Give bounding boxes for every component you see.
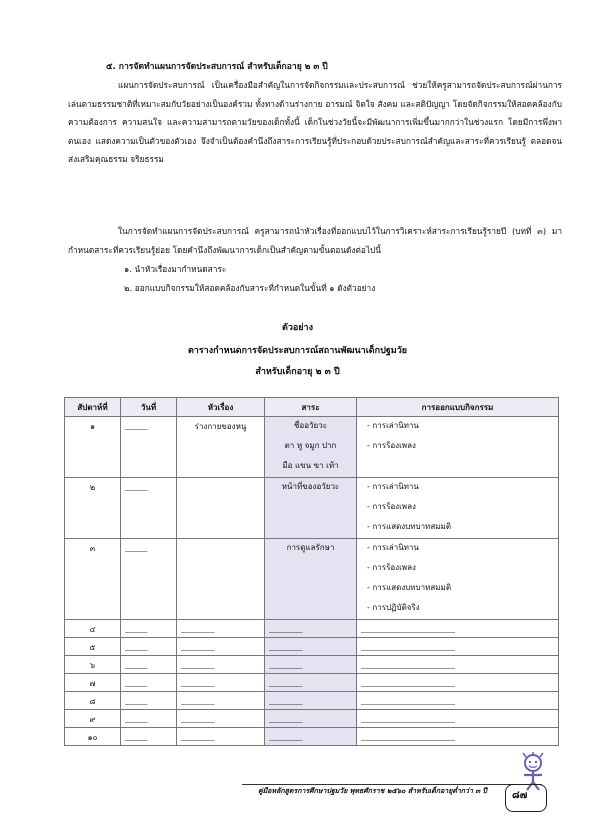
topic-cell: ร่างกายของหนู	[194, 422, 247, 431]
date-blank: ________	[125, 625, 147, 633]
subject-blank: ____________	[269, 697, 302, 705]
step-2: ๒. ออกแบบกิจกรรมให้สอดคล้องกับสาระที่กำหนดในขั้นที่ ๑ ดังตัวอย่าง	[124, 283, 376, 293]
topic-blank: ____________	[181, 733, 214, 741]
header-date: วันที่	[121, 398, 177, 417]
example-subtitle: สำหรับเด็กอายุ ๒ ๓ ปี	[255, 367, 340, 377]
topic-blank: ____________	[181, 625, 214, 633]
page-number: ๘๗	[512, 790, 528, 801]
table-row	[65, 728, 559, 746]
week-number: ๒	[89, 483, 96, 492]
activity-blank: __________________________________	[361, 661, 455, 669]
date-blank: ________	[125, 715, 147, 723]
paragraph-2-text: ในการจัดทำแผนการจัดประสบการณ์ ครูสามารถนำหัวเรื่องที่ออกแบบไว้ในการวิเคราะห์สาระการเรียนรู้รายปี (บทที่ ๓) มากำหนดสาระที่ควรเรียนรู้ย่อย โดยคำนึงถึงพัฒนาการเด็กเป็นสำคัญตามขั้นตอนดังต่อไปนี้	[68, 226, 562, 255]
date-blank: ________	[125, 422, 147, 430]
activity-blank: __________________________________	[361, 733, 455, 741]
week-number: ๘	[89, 697, 96, 706]
table-row	[65, 638, 559, 656]
table-row	[65, 710, 559, 728]
week-number: ๑	[89, 422, 96, 431]
activity-item: - การร้องเพลง	[367, 502, 416, 511]
header-activity: การออกแบบกิจกรรม	[357, 398, 559, 417]
activity-blank: __________________________________	[361, 679, 455, 687]
topic-blank: ____________	[181, 679, 214, 687]
subject-blank: ____________	[269, 625, 302, 633]
table-body	[65, 417, 559, 746]
date-blank: ________	[125, 661, 147, 669]
subject-blank: ____________	[269, 643, 302, 651]
activity-item: - การร้องเพลง	[367, 563, 416, 572]
paragraph-2	[68, 222, 562, 259]
subject-blank: ____________	[269, 679, 302, 687]
activity-item: - การปฏิบัติจริง	[367, 603, 420, 612]
subject-line: ตา หู จมูก ปาก	[284, 441, 337, 450]
subject-line: การดูแลรักษา	[286, 543, 335, 552]
table-header-row	[65, 398, 559, 417]
activity-blank: __________________________________	[361, 697, 455, 705]
table-row	[65, 692, 559, 710]
date-blank: ________	[125, 733, 147, 741]
activity-item: - การแสดงบทบาทสมมติ	[367, 522, 452, 531]
schedule-table	[64, 397, 559, 746]
activity-blank: __________________________________	[361, 715, 455, 723]
topic-cell	[177, 478, 264, 481]
week-number: ๖	[89, 661, 96, 670]
table-row	[65, 620, 559, 638]
activity-item: - การเล่านิทาน	[367, 482, 419, 491]
topic-blank: ____________	[181, 643, 214, 651]
topic-cell	[177, 539, 264, 542]
date-blank: ________	[125, 544, 147, 552]
week-number: ๓	[89, 544, 96, 553]
header-subject: สาระ	[265, 398, 357, 417]
subject-blank: ____________	[269, 661, 302, 669]
week-number: ๔	[89, 625, 96, 634]
table-row	[65, 674, 559, 692]
table-row	[65, 478, 559, 539]
week-number: ๙	[89, 715, 96, 724]
date-blank: ________	[125, 697, 147, 705]
activity-item: - การเล่านิทาน	[367, 421, 419, 430]
activity-item: - การร้องเพลง	[367, 441, 416, 450]
table-row	[65, 417, 559, 478]
table-row	[65, 656, 559, 674]
table-row	[65, 539, 559, 620]
subject-line: หน้าที่ของอวัยวะ	[281, 482, 340, 491]
activity-blank: __________________________________	[361, 625, 455, 633]
section-heading: ๕. การจัดทำแผนการจัดประสบการณ์ สำหรับเด็กอายุ ๒ ๓ ปี	[106, 62, 328, 72]
example-label: ตัวอย่าง	[281, 323, 314, 333]
example-title: ตารางกำหนดการจัดประสบการณ์สถานพัฒนาเด็กปฐมวัย	[187, 346, 408, 356]
activity-item: - การแสดงบทบาทสมมติ	[367, 583, 452, 592]
topic-blank: ____________	[181, 715, 214, 723]
subject-line: ชื่ออวัยวะ	[293, 421, 327, 430]
paragraph-1-text: แผนการจัดประสบการณ์ เป็นเครื่องมือสำคัญในการจัดกิจกรรมและประสบการณ์ ช่วยให้ครูสามารถจัดประสบการณ์ผ่านการเล่นตามธรรมชาติที่เหมาะสมกับวัยอย่างเป็นองค์รวม ทั้งทางด้านร่างกาย อารมณ์ จิตใจ สังคม และสติปัญญา โดยจัดกิจกรรมให้สอดคล้องกับความต้องการ ความสนใจ และความสามารถตามวัยของเด็กทั้งนี้ เด็กในช่วงวัยนี้จะมีพัฒนาการเพิ่มขึ้นมากกว่าในช่วงแรก โดยมีการพึ่งพาตนเอง แสดงความเป็นตัวของตัวเอง จึงจำเป็นต้องคำนึงถึงสาระการเรียนรู้ที่ประกอบด้วยประสบการณ์สำคัญและสาระที่ควรเรียนรู้ ตลอดจนส่งเสริมคุณธรรม จริยธรรม	[68, 80, 562, 165]
paragraph-1	[68, 76, 562, 169]
footer-divider	[242, 784, 542, 785]
header-week: สัปดาห์ที่	[65, 398, 121, 417]
footer-text: คู่มือหลักสูตรการศึกษาปฐมวัย พุทธศักราช ๒๕๖๐ สำหรับเด็กอายุต่ำกว่า ๓ ปี	[258, 787, 488, 795]
date-blank: ________	[125, 483, 147, 491]
date-blank: ________	[125, 679, 147, 687]
topic-blank: ____________	[181, 697, 214, 705]
subject-line: มือ แขน ขา เท้า	[282, 461, 339, 470]
subject-blank: ____________	[269, 733, 302, 741]
date-blank: ________	[125, 643, 147, 651]
subject-blank: ____________	[269, 715, 302, 723]
activity-item: - การเล่านิทาน	[367, 543, 419, 552]
week-number: ๑๐	[87, 733, 98, 742]
topic-blank: ____________	[181, 661, 214, 669]
header-topic: หัวเรื่อง	[177, 398, 265, 417]
week-number: ๕	[89, 643, 96, 652]
step-1: ๑. นำหัวเรื่องมากำหนดสาระ	[124, 264, 227, 274]
week-number: ๗	[89, 679, 96, 688]
activity-blank: __________________________________	[361, 643, 455, 651]
